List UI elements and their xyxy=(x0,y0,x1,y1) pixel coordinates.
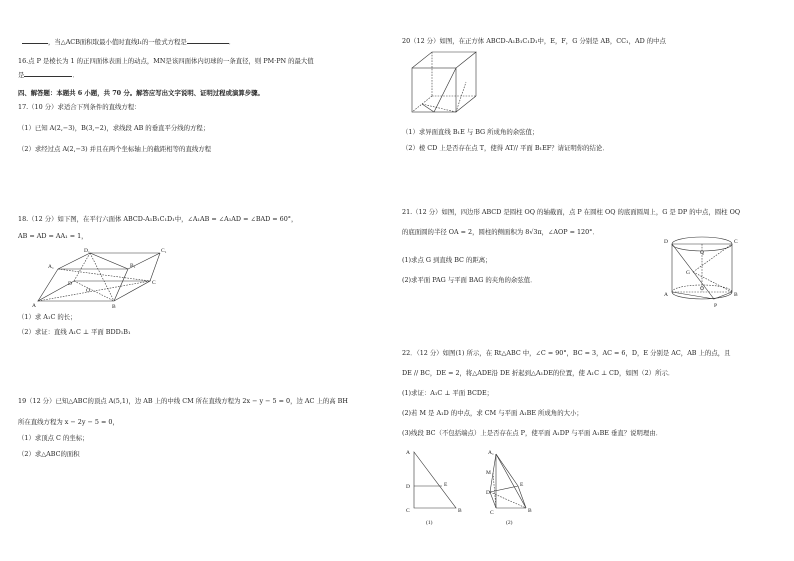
label-c1: C₁ xyxy=(161,248,167,254)
section-4-heading: 四、解答题：本题共 6 小题，共 70 分。解答应写出文字说明、证明过程或演算步骤。 xyxy=(18,89,264,97)
q18-parallelepiped-figure xyxy=(32,247,172,309)
q19-part2: （2）求△ABC的面积 xyxy=(18,450,80,458)
label-d1: D₁ xyxy=(84,248,90,254)
label-a1: A₁ xyxy=(488,450,494,456)
answer-blank-15a xyxy=(22,37,48,44)
q15-tail-line: ，当△ACB面积取最小值时直线l₁的一般式方程是 ． xyxy=(22,37,235,46)
q20-part2: （2）棱 CD 上是否存在点 T，使得 AT// 平面 B₁EF？请证明你的结论． xyxy=(402,144,609,152)
q22-figure-1 xyxy=(404,446,464,526)
label-e: E xyxy=(520,482,524,488)
label-q: Q xyxy=(700,250,704,256)
label-e: E xyxy=(444,482,448,488)
diag-a1c xyxy=(58,269,150,281)
q19-part1: （1）求顶点 C 的坐标； xyxy=(18,434,89,442)
q20-cube-figure xyxy=(408,48,480,116)
label-o: O xyxy=(86,288,90,294)
q20-part1: （1）求异面直线 B₁E 与 BG 所成角的余弦值； xyxy=(402,128,539,136)
q19-line2: 所在直线方程为 x − 2y − 5 = 0， xyxy=(18,418,119,426)
q21-part2: (2)求平面 PAG 与平面 BAG 的夹角的余弦值． xyxy=(402,276,537,284)
label-o: O xyxy=(700,286,704,292)
label-b: B xyxy=(528,508,532,514)
label-a: A xyxy=(32,303,36,309)
q21-cylinder-figure xyxy=(664,234,742,312)
triangle-abc xyxy=(414,452,456,508)
q18-title: 18.（12 分）如下图，在平行六面体 ABCD-A₁B₁C₁D₁中，∠A₁AB = ∠A₁AD = ∠BAD = 60°， xyxy=(18,215,298,223)
answer-blank-15b xyxy=(187,37,229,44)
label-g: G xyxy=(686,270,690,276)
q17-part2: （2）求经过点 A(2,−3) 并且在两个坐标轴上的截距相等的直线方程 xyxy=(18,145,212,153)
q16-line2: 是 ． xyxy=(18,71,79,79)
q16-line1: 16.点 P 是棱长为 1 的正四面体表面上的动点，MN是该四面体内切球的一条直径，则 PM·PN 的最大值 xyxy=(18,57,314,65)
q22-line2: DE // BC，DE = 2，将△ADE沿 DE 折起到△A₁DE的位置，使 A₁C ⊥ CD，如图（2）所示． xyxy=(402,369,675,377)
q22-figure-2 xyxy=(486,446,546,526)
q18-condition: AB = AD = AA₁ = 1， xyxy=(18,232,88,240)
answer-blank-16 xyxy=(24,70,72,77)
caption-1: (1) xyxy=(426,520,433,526)
label-a1: A₁ xyxy=(48,264,54,270)
label-d: D xyxy=(406,484,410,490)
label-c: C xyxy=(152,280,156,286)
q17-part1: （1）已知 A(2,−3)，B(3,−2)，求线段 AB 的垂直平分线的方程； xyxy=(18,124,210,132)
label-d: D xyxy=(68,281,72,287)
label-a: A xyxy=(406,450,410,456)
label-c: C xyxy=(406,508,410,514)
label-m: M xyxy=(486,470,491,476)
q18-part1: （1）求 A₁C 的长； xyxy=(18,313,77,321)
label-b: B xyxy=(458,508,462,514)
label-a: A xyxy=(664,292,668,298)
q21-line2: 的底面圆的半径 OA = 2，圆柱的侧面积为 8√3π，∠AOP = 120°． xyxy=(402,228,599,236)
label-b1: B₁ xyxy=(130,263,136,269)
label-c: C xyxy=(734,239,738,245)
label-p: P xyxy=(714,303,718,309)
q19-line1: 19（12 分）已知△ABC的顶点 A(5,1)，边 AB 上的中线 CM 所在直线方程为 2x − y − 5 = 0，边 AC 上的高 BH xyxy=(18,397,348,405)
q22-part2: (2)若 M 是 A₁D 的中点，求 CM 与平面 A₁BE 所成角的大小； xyxy=(402,409,583,417)
q21-part1: (1)求点 G 到直线 BC 的距离； xyxy=(402,256,492,264)
label-d: D xyxy=(664,239,668,245)
label-c: C xyxy=(490,510,494,516)
caption-2: (2) xyxy=(506,520,513,526)
q18-part2: （2）求证：直线 A₁C ⊥ 平面 BDD₁B₁ xyxy=(18,328,131,336)
label-b: B xyxy=(112,304,116,310)
q20-title: 20（12 分）如图，在正方体 ABCD-A₁B₁C₁D₁中，E，F，G 分别是 AB，CC₁，AD 的中点 xyxy=(402,37,666,45)
dp-segment xyxy=(672,244,714,299)
cm-segment xyxy=(493,473,496,508)
q22-part3: (3)线段 BC（不包括端点）上是否存在点 P，使平面 A₁DP 与平面 A₁BE 垂直？说明理由． xyxy=(402,429,663,437)
q22-line1: 22．（12 分）如图(1) 所示，在 Rt△ABC 中，∠C = 90°，BC = 3，AC = 6，D，E 分别是 AC，AB 上的点，且 xyxy=(402,349,731,357)
label-b: B xyxy=(734,292,738,298)
b1e-segment xyxy=(434,68,456,112)
cube-front-face xyxy=(412,68,456,112)
label-d: D xyxy=(486,490,490,496)
q21-line1: 21.（12 分）如图，四边形 ABCD 是圆柱 OQ 的轴截面，点 P 在圆柱 OQ 的底面圆周上，G 是 DP 的中点，圆柱 OQ xyxy=(402,208,741,216)
q17-title: 17.（10 分）求适合下列条件的直线方程： xyxy=(18,103,141,111)
q22-part1: (1)求证：A₁C ⊥ 平面 BCDE； xyxy=(402,389,494,397)
